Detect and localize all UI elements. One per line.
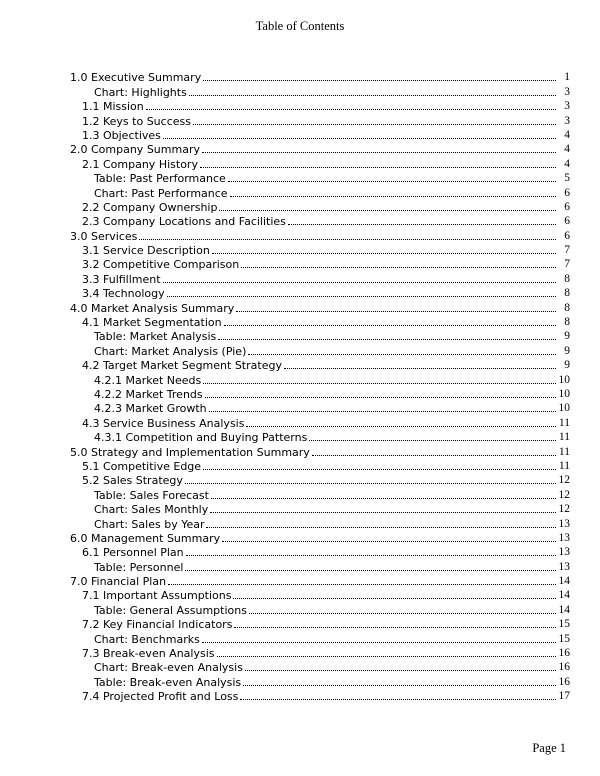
dot-leader <box>211 498 556 499</box>
dot-leader <box>189 95 556 96</box>
page-number: Page 1 <box>532 741 566 755</box>
toc-entry[interactable] <box>70 502 570 516</box>
toc-entry[interactable] <box>70 631 570 645</box>
toc-entry-page: 6 <box>564 229 570 242</box>
dot-leader <box>193 124 556 125</box>
toc-entry-title: 1.1 Mission <box>82 100 144 114</box>
toc-entry-page: 8 <box>564 272 570 285</box>
toc-entry[interactable] <box>70 559 570 573</box>
table-of-contents <box>70 70 570 703</box>
dot-leader <box>230 196 556 197</box>
toc-entry-page: 8 <box>564 316 570 329</box>
dot-leader <box>203 383 555 384</box>
toc-entry[interactable] <box>70 372 570 386</box>
dot-leader <box>163 282 556 283</box>
dot-leader <box>185 570 555 571</box>
dot-leader <box>203 469 556 470</box>
toc-entry[interactable] <box>70 473 570 487</box>
toc-entry[interactable] <box>70 171 570 185</box>
toc-entry-title: 5.0 Strategy and Implementation Summary <box>70 445 310 459</box>
toc-entry-title: 6.1 Personnel Plan <box>82 546 184 560</box>
dot-leader <box>222 541 555 542</box>
toc-entry-page: 12 <box>558 503 570 516</box>
toc-entry-page: 3 <box>564 114 570 127</box>
toc-entry[interactable] <box>70 243 570 257</box>
dot-leader <box>209 411 556 412</box>
toc-entry-title: 1.0 Executive Summary <box>70 71 202 85</box>
toc-entry-title: Chart: Break-even Analysis <box>94 661 243 675</box>
toc-entry-page: 13 <box>558 560 570 573</box>
toc-entry-title: Chart: Highlights <box>94 85 187 99</box>
dot-leader <box>205 397 556 398</box>
toc-entry[interactable] <box>70 128 570 142</box>
toc-entry-page: 13 <box>558 517 570 530</box>
toc-entry-title: 1.3 Objectives <box>82 128 161 142</box>
toc-entry-page: 8 <box>564 287 570 300</box>
dot-leader <box>186 555 556 556</box>
toc-entry[interactable] <box>70 444 570 458</box>
toc-entry-page: 16 <box>558 647 570 660</box>
dot-leader <box>248 354 556 355</box>
toc-entry-title: 4.0 Market Analysis Summary <box>70 301 235 315</box>
toc-entry-title: 3.4 Technology <box>82 287 165 301</box>
toc-entry-title: 4.3 Service Business Analysis <box>82 416 245 430</box>
dot-leader <box>243 685 555 686</box>
toc-entry-title: 4.2 Target Market Segment Strategy <box>82 359 282 373</box>
toc-entry[interactable] <box>70 70 570 84</box>
dot-leader <box>202 152 556 153</box>
toc-entry-title: 4.2.1 Market Needs <box>94 373 202 387</box>
toc-entry[interactable] <box>70 271 570 285</box>
toc-entry[interactable] <box>70 214 570 228</box>
toc-entry-page: 15 <box>558 618 570 631</box>
toc-entry-title: 3.0 Services <box>70 229 138 243</box>
toc-entry[interactable] <box>70 660 570 674</box>
dot-leader <box>146 109 556 110</box>
toc-entry-page: 6 <box>564 215 570 228</box>
toc-entry-page: 4 <box>564 143 570 156</box>
toc-entry[interactable] <box>70 358 570 372</box>
toc-entry-page: 16 <box>558 675 570 688</box>
toc-entry-title: 3.1 Service Description <box>82 244 210 258</box>
toc-entry-title: Table: General Assumptions <box>94 603 247 617</box>
toc-entry-title: 6.0 Management Summary <box>70 531 221 545</box>
dot-leader <box>219 210 556 211</box>
toc-entry-page: 17 <box>558 690 570 703</box>
toc-entry[interactable] <box>70 401 570 415</box>
dot-leader <box>246 426 555 427</box>
toc-entry[interactable] <box>70 531 570 545</box>
dot-leader <box>233 598 555 599</box>
dot-leader <box>212 253 556 254</box>
toc-entry-title: 5.2 Sales Strategy <box>82 474 183 488</box>
toc-entry-page: 5 <box>564 172 570 185</box>
toc-entry-page: 8 <box>564 301 570 314</box>
dot-leader <box>228 181 556 182</box>
toc-entry-page: 4 <box>564 157 570 170</box>
dot-leader <box>202 642 556 643</box>
dot-leader <box>203 80 556 81</box>
toc-entry[interactable] <box>70 689 570 703</box>
toc-entry[interactable] <box>70 185 570 199</box>
dot-leader <box>139 239 556 240</box>
toc-entry-page: 11 <box>558 445 570 458</box>
toc-entry-title: 3.3 Fulfillment <box>82 272 161 286</box>
toc-entry-page: 12 <box>558 474 570 487</box>
toc-entry[interactable] <box>70 84 570 98</box>
toc-entry[interactable] <box>70 516 570 530</box>
toc-entry-page: 1 <box>564 71 570 84</box>
toc-entry-page: 12 <box>558 488 570 501</box>
toc-entry[interactable] <box>70 257 570 271</box>
toc-entry[interactable] <box>70 459 570 473</box>
toc-entry-page: 10 <box>558 373 570 386</box>
toc-entry-page: 14 <box>558 589 570 602</box>
dot-leader <box>240 699 555 700</box>
toc-entry[interactable] <box>70 300 570 314</box>
toc-entry-title: 4.1 Market Segmentation <box>82 316 222 330</box>
toc-entry-page: 13 <box>558 546 570 559</box>
toc-entry-title: 4.3.1 Competition and Buying Patterns <box>94 431 308 445</box>
toc-entry[interactable] <box>70 646 570 660</box>
toc-entry-title: Chart: Sales by Year <box>94 517 205 531</box>
toc-entry-title: 2.3 Company Locations and Facilities <box>82 215 286 229</box>
toc-entry[interactable] <box>70 487 570 501</box>
toc-entry[interactable] <box>70 602 570 616</box>
toc-entry-title: Chart: Sales Monthly <box>94 503 209 517</box>
toc-entry-title: 4.2.2 Market Trends <box>94 387 203 401</box>
toc-entry-title: Chart: Benchmarks <box>94 632 200 646</box>
toc-entry[interactable] <box>70 545 570 559</box>
dot-leader <box>236 311 556 312</box>
dot-leader <box>206 527 555 528</box>
toc-entry-title: Table: Break-even Analysis <box>94 675 242 689</box>
toc-entry[interactable] <box>70 315 570 329</box>
dot-leader <box>168 584 555 585</box>
toc-entry-page: 14 <box>558 603 570 616</box>
toc-entry[interactable] <box>70 588 570 602</box>
dot-leader <box>167 296 556 297</box>
toc-entry-title: 2.1 Company History <box>82 157 198 171</box>
toc-entry[interactable] <box>70 617 570 631</box>
dot-leader <box>200 167 556 168</box>
toc-entry[interactable] <box>70 113 570 127</box>
toc-entry-title: Chart: Past Performance <box>94 186 228 200</box>
toc-entry-title: Table: Personnel <box>94 560 184 574</box>
toc-entry-page: 14 <box>558 575 570 588</box>
toc-entry-page: 6 <box>564 200 570 213</box>
toc-entry-page: 11 <box>558 431 570 444</box>
toc-entry-title: 5.1 Competitive Edge <box>82 459 202 473</box>
dot-leader <box>309 440 556 441</box>
toc-entry[interactable] <box>70 387 570 401</box>
toc-entry-page: 4 <box>564 128 570 141</box>
dot-leader <box>249 613 556 614</box>
dot-leader <box>288 224 556 225</box>
toc-entry-page: 16 <box>558 661 570 674</box>
toc-entry-title: 2.0 Company Summary <box>70 143 200 157</box>
toc-entry-page: 10 <box>558 402 570 415</box>
dot-leader <box>234 627 555 628</box>
dot-leader <box>185 483 556 484</box>
toc-entry-title: Table: Sales Forecast <box>94 488 209 502</box>
toc-entry-title: 2.2 Company Ownership <box>82 200 218 214</box>
page-title: Table of Contents <box>255 19 345 33</box>
toc-entry-page: 7 <box>564 258 570 271</box>
toc-entry-page: 3 <box>564 85 570 98</box>
dot-leader <box>284 368 556 369</box>
dot-leader <box>245 670 556 671</box>
toc-entry-title: Table: Past Performance <box>94 172 226 186</box>
toc-entry-title: 7.1 Important Assumptions <box>82 589 232 603</box>
toc-entry-title: Table: Market Analysis <box>94 330 217 344</box>
toc-entry-title: Chart: Market Analysis (Pie) <box>94 344 247 358</box>
toc-entry[interactable] <box>70 430 570 444</box>
dot-leader <box>312 455 556 456</box>
toc-entry-page: 9 <box>564 359 570 372</box>
toc-entry-page: 15 <box>558 632 570 645</box>
toc-entry[interactable] <box>70 329 570 343</box>
dot-leader <box>163 138 556 139</box>
toc-entry[interactable] <box>70 156 570 170</box>
dot-leader <box>218 339 556 340</box>
toc-entry-page: 6 <box>564 186 570 199</box>
toc-entry[interactable] <box>70 415 570 429</box>
toc-entry-title: 7.0 Financial Plan <box>70 575 167 589</box>
dot-leader <box>217 656 556 657</box>
toc-entry[interactable] <box>70 99 570 113</box>
dot-leader <box>224 325 556 326</box>
toc-entry-title: 7.4 Projected Profit and Loss <box>82 690 239 704</box>
toc-entry-page: 9 <box>564 330 570 343</box>
toc-entry-title: 7.3 Break-even Analysis <box>82 647 215 661</box>
toc-entry[interactable] <box>70 343 570 357</box>
toc-entry-title: 1.2 Keys to Success <box>82 114 191 128</box>
toc-entry[interactable] <box>70 674 570 688</box>
toc-entry[interactable] <box>70 200 570 214</box>
toc-entry[interactable] <box>70 574 570 588</box>
toc-entry-title: 3.2 Competitive Comparison <box>82 258 240 272</box>
toc-entry[interactable] <box>70 142 570 156</box>
toc-entry-title: 7.2 Key Financial Indicators <box>82 618 233 632</box>
toc-entry-title: 4.2.3 Market Growth <box>94 402 207 416</box>
toc-entry[interactable] <box>70 228 570 242</box>
toc-entry-page: 11 <box>558 459 570 472</box>
dot-leader <box>241 267 556 268</box>
toc-entry-page: 11 <box>558 416 570 429</box>
toc-entry[interactable] <box>70 286 570 300</box>
toc-entry-page: 7 <box>564 244 570 257</box>
toc-entry-page: 3 <box>564 100 570 113</box>
toc-entry-page: 10 <box>558 387 570 400</box>
dot-leader <box>210 512 555 513</box>
toc-entry-page: 9 <box>564 344 570 357</box>
toc-entry-page: 13 <box>558 531 570 544</box>
